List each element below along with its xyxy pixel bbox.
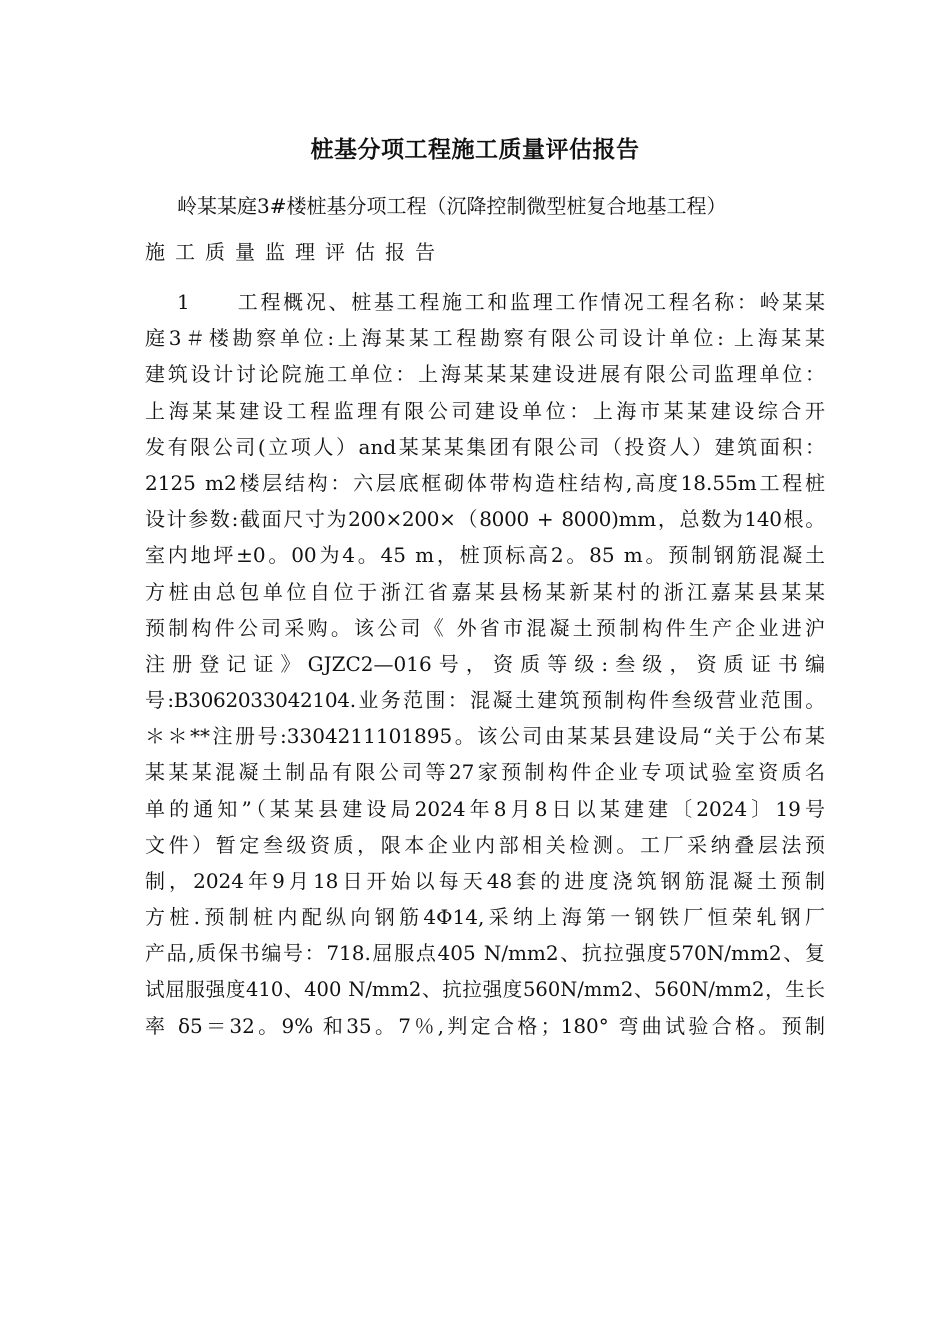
document-title: 桩基分项工程施工质量评估报告 (310, 136, 640, 163)
body-line: 率 δ5＝32。9% 和35。7％,判定合格；180° 弯曲试验合格。预制 (145, 1013, 825, 1038)
body-line: 方桩由总包单位自位于浙江省嘉某县杨某新某村的浙江嘉某县某某 (145, 579, 825, 604)
body-line: 上海某某建设工程监理有限公司建设单位：上海市某某建设综合开 (145, 398, 825, 423)
report-label: 施工质量监理评估报告 (145, 240, 445, 264)
body-line: 制，2024年9月18日开始以每天48套的进度浇筑钢筋混凝土预制 (145, 869, 825, 893)
body-line: ＊＊**注册号:3304211101895。该公司由某某县建设局“关于公布某 (145, 724, 825, 749)
body-line: 号:B3062033042104.业务范围：混凝土建筑预制构件叁级营业范围。 (145, 688, 825, 713)
body-line: 文件）暂定叁级资质，限本企业内部相关检测。工厂采纳叠层法预 (145, 832, 825, 857)
body-line: 试屈服强度410、400 N/mm2、抗拉强度560N/mm2、560N/mm2，生长 (145, 977, 825, 1001)
body-line: 2125 m2楼层结构：六层底框砌体带构造柱结构,高度18.55m工程桩 (145, 470, 825, 495)
body-line: 室内地坪±0。00为4。45 m，桩顶标高2。85 m。预制钢筋混凝土 (145, 543, 825, 568)
body-line: 预制构件公司采购。该公司《 外省市混凝土预制构件生产企业进沪 (145, 615, 825, 640)
body-line: 单的通知”（某某县建设局2024年8月8日以某建建〔2024〕19号 (145, 796, 825, 821)
body-line: 产品,质保书编号：718.屈服点405 N/mm2、抗拉强度570N/mm2、复 (145, 941, 825, 966)
body-line: 发有限公司(立项人）and某某某集团有限公司（投资人）建筑面积： (145, 434, 825, 459)
body-line: 设计参数:截面尺寸为200×200×（8000 + 8000)mm，总数为140根。 (145, 507, 825, 532)
body-line: 注册登记证》GJZC2—016号，资质等级:叁级，资质证书编 (145, 651, 825, 676)
body-line: 建筑设计讨论院施工单位：上海某某某建设进展有限公司监理单位： (145, 362, 825, 387)
body-line: 庭3＃楼勘察单位:上海某某工程勘察有限公司设计单位: 上海某某 (145, 326, 825, 351)
document-subtitle: 岭某某庭3#楼桩基分项工程（沉降控制微型桩复合地基工程） (177, 194, 727, 218)
body-paragraph (145, 284, 825, 1044)
body-line: 某某某混凝土制品有限公司等27家预制构件企业专项试验室资质名 (145, 760, 825, 785)
body-line: 方桩.预制桩内配纵向钢筋4Φ14,采纳上海第一钢铁厂恒荣轧钢厂 (145, 905, 825, 930)
body-line: 1 工程概况、桩基工程施工和监理工作情况工程名称：岭某某 (177, 290, 825, 314)
